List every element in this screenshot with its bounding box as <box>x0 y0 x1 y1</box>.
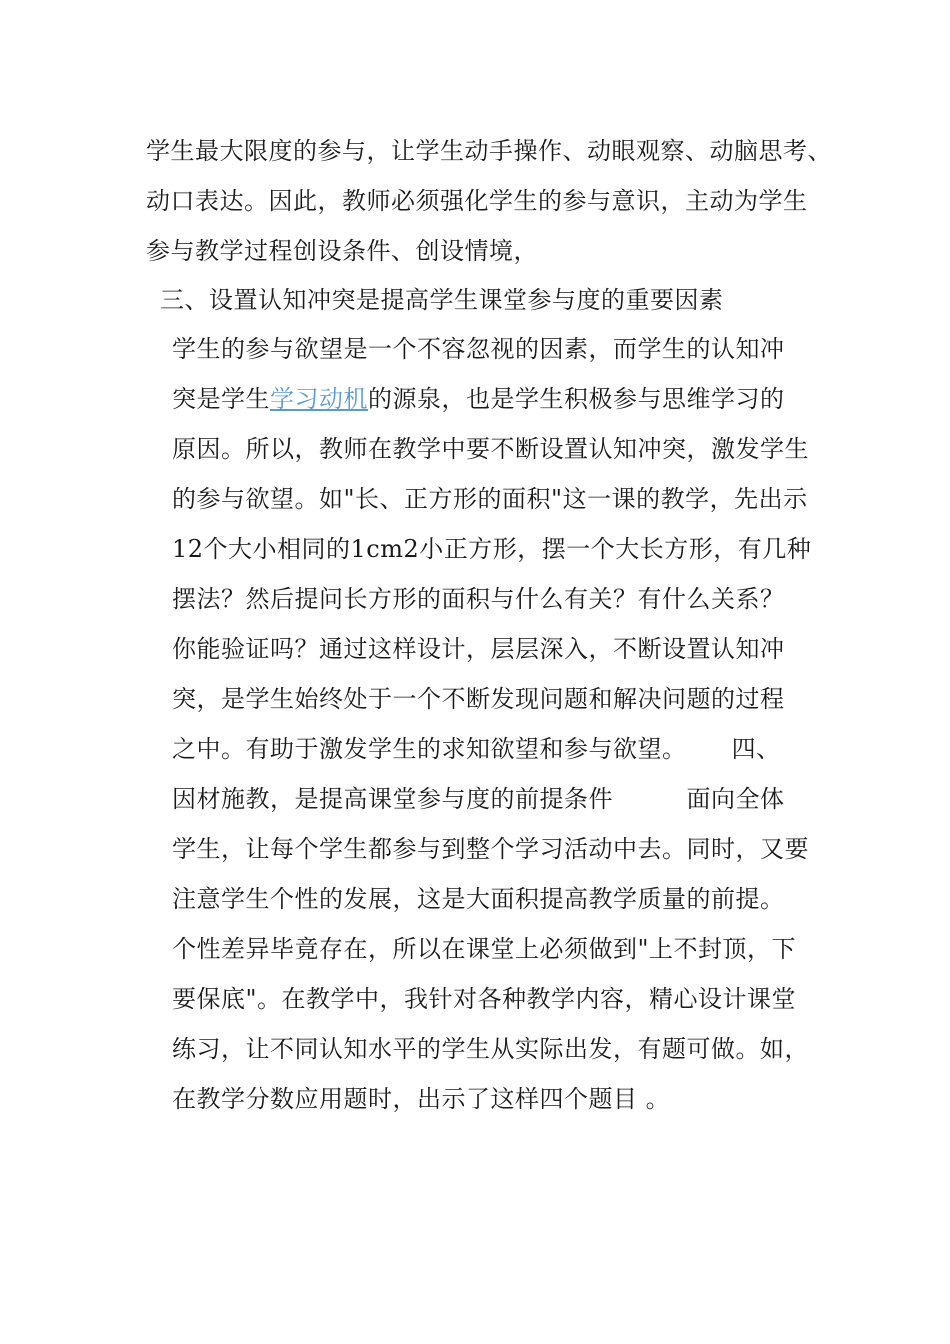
learning-motivation-link[interactable]: 学习动机 <box>270 385 368 413</box>
paragraph-line: 参与教学过程创设条件、创设情境， <box>146 237 538 265</box>
paragraph-line: 注意学生个性的发展，这是大面积提高教学质量的前提。 <box>172 885 785 913</box>
paragraph-line: 个性差异毕竟存在，所以在课堂上必须做到"上不封顶，下 <box>172 935 797 963</box>
paragraph-line: 你能验证吗？通过这样设计，层层深入，不断设置认知冲 <box>172 635 785 663</box>
text-segment: 突是学生 <box>172 385 270 413</box>
text-segment: 的源泉，也是学生积极参与思维学习的 <box>368 385 785 413</box>
paragraph-line: 动口表达。因此，教师必须强化学生的参与意识，主动为学生 <box>146 187 808 215</box>
paragraph-line: 的参与欲望。如"长、正方形的面积"这一课的教学，先出示 <box>172 485 808 513</box>
paragraph-line: 学生，让每个学生都参与到整个学习活动中去。同时，又要 <box>172 835 809 863</box>
section-heading: 三、设置认知冲突是提高学生课堂参与度的重要因素 <box>160 286 724 314</box>
paragraph-line: 12个大小相同的1cm2小正方形，摆一个大长方形，有几种 <box>172 535 812 563</box>
paragraph-line: 因材施教，是提高课堂参与度的前提条件 面向全体 <box>172 785 785 813</box>
paragraph-line: 突，是学生始终处于一个不断发现问题和解决问题的过程 <box>172 685 785 713</box>
paragraph-line-with-link <box>172 384 785 414</box>
paragraph-line: 原因。所以，教师在教学中要不断设置认知冲突，激发学生 <box>172 435 809 463</box>
paragraph-line: 学生最大限度的参与，让学生动手操作、动眼观察、动脑思考、 <box>146 137 832 165</box>
paragraph-line: 在教学分数应用题时，出示了这样四个题目 。 <box>172 1085 671 1113</box>
paragraph-line: 要保底"。在教学中，我针对各种教学内容，精心设计课堂 <box>172 985 797 1013</box>
paragraph-line: 之中。有助于激发学生的求知欲望和参与欲望。 四、 <box>172 735 781 763</box>
paragraph-line: 学生的参与欲望是一个不容忽视的因素，而学生的认知冲 <box>172 335 785 363</box>
paragraph-line: 练习，让不同认知水平的学生从实际出发，有题可做。如， <box>172 1035 809 1063</box>
paragraph-line: 摆法？然后提问长方形的面积与什么有关？有什么关系？ <box>172 585 785 613</box>
